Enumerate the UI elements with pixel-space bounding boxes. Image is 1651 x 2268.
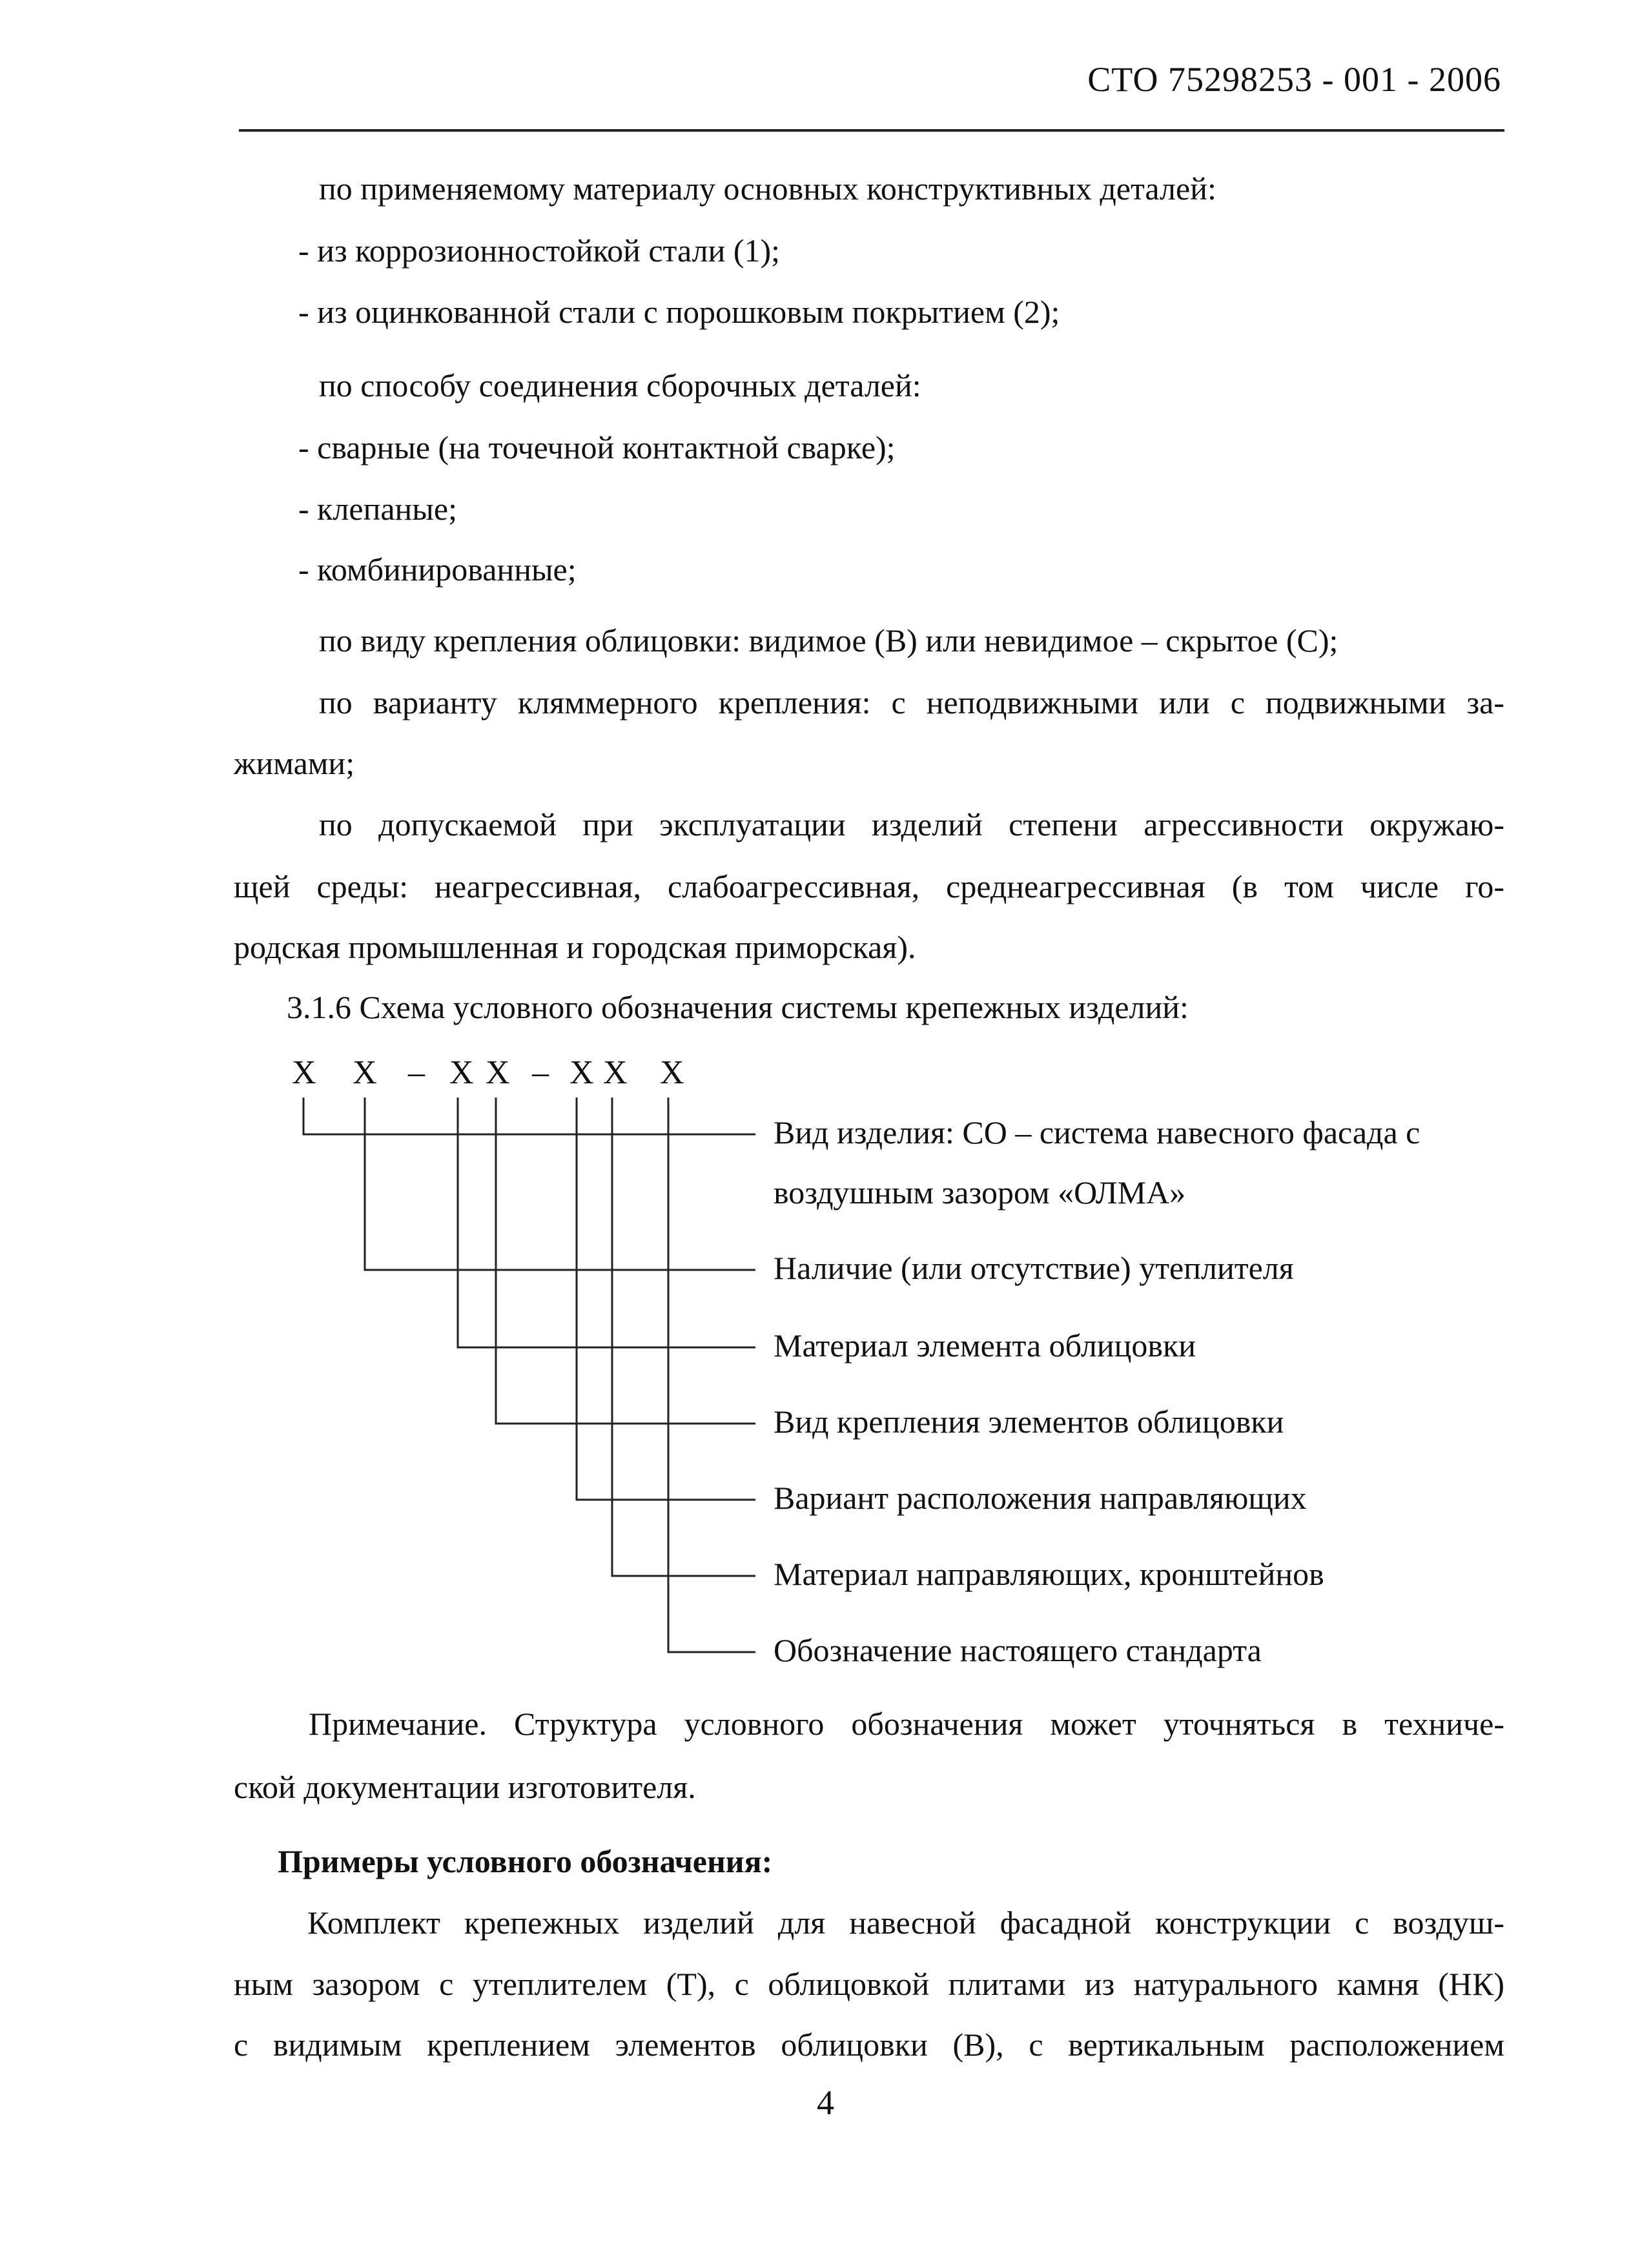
clamp-variant-line-1: по варианту кляммерного крепления: с неподвижными или с подвижными за- [319,684,1504,720]
examples-line-3: с видимым креплением элементов облицовки (В), с вертикальным расположением [234,2027,1504,2063]
page-number: 4 [817,2083,834,2122]
code-char-7: Х [660,1054,684,1091]
connector-line-4 [496,1098,755,1424]
aggressiveness-line-3: родская промышленная и городская приморская). [234,929,916,965]
code-char-6: Х [603,1054,628,1091]
scheme-label-guide-material: Материал направляющих, кронштейнов [774,1556,1324,1592]
code-char-5: Х [569,1054,594,1091]
material-item-1: - из коррозионностойкой стали (1); [298,232,781,269]
connection-section-heading: по способу соединения сборочных деталей: [319,367,921,404]
note-line-1: Примечание. Структура условного обозначения может уточняться в техниче- [309,1706,1504,1742]
aggressiveness-line-1: по допускаемой при эксплуатации изделий степени агрессивности окружаю- [319,806,1504,843]
code-char-4: Х [486,1054,510,1091]
scheme-label-fastening-type: Вид крепления элементов облицовки [774,1404,1284,1440]
material-section-heading: по применяемому материалу основных конструктивных деталей: [319,170,1216,207]
examples-line-2: ным зазором с утеплителем (Т), с облицовкой плитами из натурального камня (НК) [234,1966,1504,2002]
connection-item-1: - сварные (на точечной контактной сварке); [298,429,896,465]
scheme-label-product-type-cont: воздушным зазором «ОЛМА» [774,1174,1186,1211]
code-dash-1: – [408,1054,425,1091]
examples-line-1: Комплект крепежных изделий для навесной фасадной конструкции с воздуш- [307,1905,1504,1941]
code-char-3: Х [449,1054,474,1091]
code-dash-2: – [532,1054,549,1091]
connector-line-5 [577,1098,755,1500]
scheme-title: 3.1.6 Схема условного обозначения системы крепежных изделий: [287,989,1189,1025]
material-item-2: - из оцинкованной стали с порошковым покрытием (2); [298,294,1060,330]
scheme-label-cladding-material: Материал элемента облицовки [774,1327,1196,1364]
examples-heading: Примеры условного обозначения: [278,1843,773,1879]
scheme-label-standard: Обозначение настоящего стандарта [774,1632,1262,1668]
note-line-2: ской документации изготовителя. [234,1769,696,1805]
aggressiveness-line-2: щей среды: неагрессивная, слабоагрессивная, среднеагрессивная (в том числе го- [234,868,1504,904]
connection-item-3: - комбинированные; [298,551,577,587]
scheme-label-guide-arrangement: Вариант расположения направляющих [774,1480,1307,1516]
connector-line-7 [668,1098,755,1652]
connector-line-2 [365,1098,755,1270]
code-char-2: Х [353,1054,377,1091]
scheme-label-insulation: Наличие (или отсутствие) утеплителя [774,1250,1294,1286]
connection-item-2: - клепаные; [298,491,457,527]
document-code-header: СТО 75298253 - 001 - 2006 [1087,60,1501,99]
connector-line-1 [303,1098,755,1134]
connector-line-6 [612,1098,755,1576]
code-char-1: Х [292,1054,316,1091]
fastening-type-paragraph: по виду крепления облицовки: видимое (В) или невидимое – скрытое (С); [319,622,1338,659]
scheme-label-product-type: Вид изделия: СО – система навесного фасада с [774,1114,1420,1150]
clamp-variant-line-2: жимами; [234,745,355,781]
